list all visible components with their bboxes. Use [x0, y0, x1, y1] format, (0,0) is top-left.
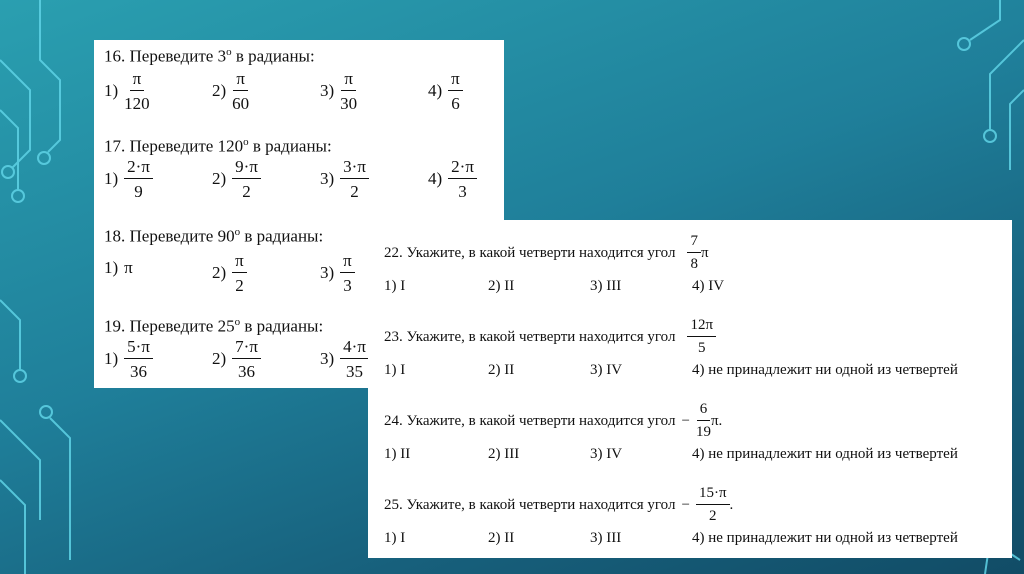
question-title: 17. Переведите $120^о$ в радианы:: [104, 136, 332, 156]
question-title: 16. Переведите $3^о$ в радианы:: [104, 46, 315, 66]
question-title: 24. Укажите, в какой четверти находится угол − $\frac{6}{19}$ π.: [384, 401, 723, 440]
option-1: 1) $\frac{2\cdot\pi}{9}$: [104, 158, 153, 200]
question-25: [384, 486, 733, 524]
option-2: 2) II: [488, 530, 515, 546]
option-4: 4) IV: [692, 278, 725, 294]
option-1: 1) π: [104, 258, 133, 277]
option-3: 3) $\frac{\pi}{30}$: [320, 69, 358, 113]
question-title: 22. Укажите, в какой четверти находится угол $\frac{7}{8}$ π: [384, 233, 709, 272]
option-3: 3) $\frac{4\cdot\pi}{35}$: [320, 338, 369, 380]
question-24: [384, 402, 722, 440]
option-2: 2) $\frac{\pi}{60}$: [212, 69, 250, 113]
option-1: 1) II: [384, 446, 411, 462]
option-1: 1) I: [384, 362, 406, 378]
option-3: 3) $\frac{3\cdot\pi}{2}$: [320, 158, 369, 200]
question-title: 18. Переведите $90^о$ в радианы:: [104, 226, 324, 246]
option-2: 2) $\frac{9\cdot\pi}{2}$: [212, 158, 261, 200]
option-3: 3) IV: [590, 362, 623, 378]
option-4: 4) не принадлежит ни одной из четвертей: [692, 362, 958, 378]
right-worksheet-panel: [368, 220, 1012, 558]
option-1: 1) I: [384, 530, 406, 546]
option-1: 1) I: [384, 278, 406, 294]
option-3: 3) III: [590, 278, 622, 294]
question-title: 25. Укажите, в какой четверти находится угол − $\frac{15\cdot\pi}{2}$ .: [384, 485, 734, 524]
option-3: 3) IV: [590, 446, 623, 462]
option-2: 2) $\frac{\pi}{2}$: [212, 252, 247, 294]
question-23: [384, 318, 716, 356]
option-2: 2) $\frac{7\cdot\pi}{36}$: [212, 338, 261, 380]
question-22: [384, 234, 709, 272]
option-3: 3) III: [590, 530, 622, 546]
option-2: 2) III: [488, 446, 520, 462]
option-2: 2) II: [488, 362, 515, 378]
option-4: 4) не принадлежит ни одной из четвертей: [692, 446, 958, 462]
option-1: 1) $\frac{\pi}{120}$: [104, 69, 150, 113]
option-1: 1) $\frac{5\cdot\pi}{36}$: [104, 338, 153, 380]
option-4: 4) $\frac{2\cdot\pi}{3}$: [428, 158, 477, 200]
option-2: 2) II: [488, 278, 515, 294]
question-title: 23. Укажите, в какой четверти находится угол $\frac{12\pi}{5}$: [384, 318, 716, 356]
option-4: 4) $\frac{\pi}{6}$: [428, 70, 463, 112]
option-3: 3) $\frac{\pi}{3}$: [320, 252, 355, 294]
question-title: 19. Переведите $25^о$ в радианы:: [104, 316, 324, 336]
option-4: 4) не принадлежит ни одной из четвертей: [692, 530, 958, 546]
